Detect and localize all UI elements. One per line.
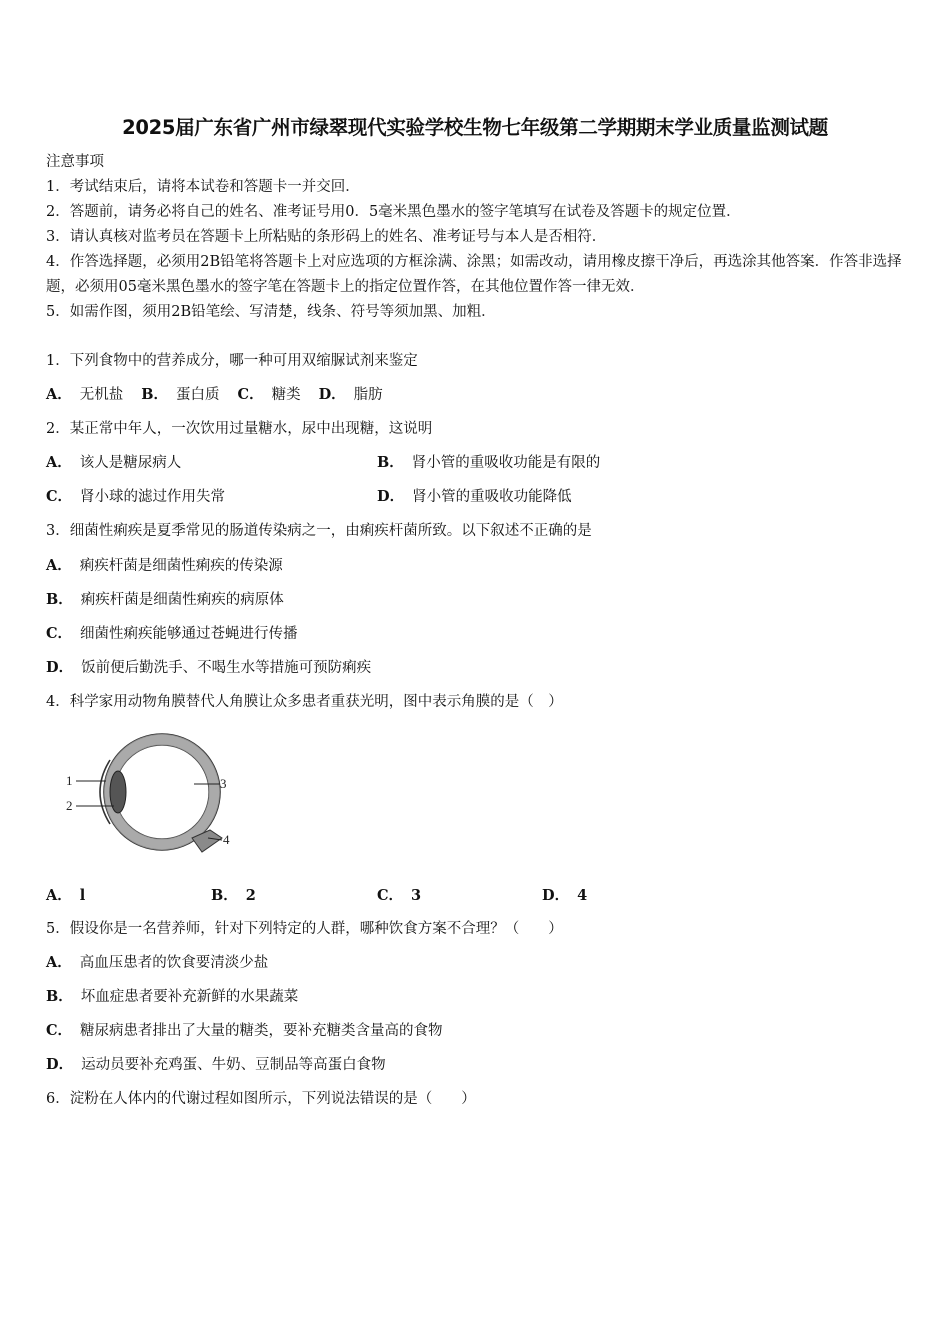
- notice-item-3: 3．请认真核对监考员在答题卡上所粘贴的条形码上的姓名、准考证号与本人是否相符．: [46, 229, 607, 245]
- q2-option-a: 该人是糖尿病人: [79, 455, 182, 471]
- q4-option-b-row: [211, 886, 256, 906]
- q2-option-c: 肾小球的滤过作用失常: [80, 489, 226, 505]
- q3-option-c-row: [46, 624, 298, 644]
- q5-option-b-row: [46, 987, 298, 1007]
- q2-option-d-row: [377, 487, 572, 507]
- q3-option-d: 饭前便后勤洗手、不喝生水等措施可预防痢疾: [81, 660, 372, 676]
- q1-option-d-label: D．: [318, 386, 346, 403]
- q4-option-a-row: [46, 886, 85, 906]
- q5-option-d: 运动员要补充鸡蛋、牛奶、豆制品等高蛋白食物: [81, 1057, 386, 1073]
- q2-stem: 2．某正常中年人，一次饮用过量糖水，尿中出现糖，这说明: [46, 421, 433, 437]
- q1-option-b: 蛋白质: [176, 387, 220, 403]
- q3-option-b-label: B．: [46, 591, 73, 608]
- notice-item-5: 5．如需作图，须用2B铅笔绘、写清楚，线条、符号等须加黑、加粗．: [46, 304, 496, 320]
- q5-option-d-label: D．: [46, 1056, 74, 1073]
- q3-option-b-row: [46, 590, 284, 610]
- q2-option-a-row: [46, 453, 181, 473]
- q3-option-b: 痢疾杆菌是细菌性痢疾的病原体: [80, 592, 284, 608]
- q5-option-d-row: [46, 1055, 386, 1075]
- figure-label-4: 4: [223, 832, 230, 847]
- q4-option-a-label: A．: [46, 887, 72, 904]
- eye-diagram: [62, 730, 240, 860]
- q3-option-d-row: [46, 658, 371, 678]
- q2-option-b-row: [377, 453, 600, 473]
- notice-item-1: 1．考试结束后，请将本试卷和答题卡一并交回．: [46, 179, 360, 195]
- q3-option-a: 痢疾杆菌是细菌性痢疾的传染源: [79, 558, 283, 574]
- notice-item-4: 4．作答选择题，必须用2B铅笔将答题卡上对应选项的方框涂满、涂黑；如需改动，请用橡皮擦干净后，再选涂其他答案．作答非选择题，必须用05毫米黑色墨水的签字笔在答题卡上的指定位置作答，在其他位置作答一律无效．: [46, 254, 902, 295]
- q5-option-a-row: [46, 953, 268, 973]
- q3-option-a-label: A．: [46, 557, 72, 574]
- q2-option-a-label: A．: [46, 454, 72, 471]
- notice-heading: 注意事项: [46, 154, 104, 170]
- figure-label-3: 3: [220, 776, 227, 791]
- q3-stem: 3．细菌性痢疾是夏季常见的肠道传染病之一，由痢疾杆菌所致。以下叙述不正确的是: [46, 523, 592, 539]
- q4-option-c-label: C．: [377, 887, 404, 904]
- figure-label-1: 1: [66, 773, 73, 788]
- q1-options: [46, 385, 383, 405]
- q5-option-a: 高血压患者的饮食要清淡少盐: [79, 955, 269, 971]
- notice-item-2: 2．答题前，请务必将自己的姓名、准考证号用0．5毫米黑色墨水的签字笔填写在试卷及答题卡的规定位置．: [46, 204, 741, 220]
- q3-option-c: 细菌性痢疾能够通过苍蝇进行传播: [80, 626, 298, 642]
- q4-option-d-row: [542, 886, 587, 906]
- q5-option-c-label: C．: [46, 1022, 73, 1039]
- q3-option-a-row: [46, 556, 283, 576]
- q5-stem: 5．假设你是一名营养师，针对下列特定的人群，哪种饮食方案不合理？（ ）: [46, 921, 563, 937]
- q6-stem: 6．淀粉在人体内的代谢过程如图所示，下列说法错误的是（ ）: [46, 1091, 476, 1107]
- q4-option-c-row: [377, 886, 421, 906]
- q3-option-d-label: D．: [46, 659, 74, 676]
- q5-option-b: 坏血症患者要补充新鲜的水果蔬菜: [80, 989, 299, 1005]
- q4-option-d-label: D．: [542, 887, 570, 904]
- q1-option-d: 脂肪: [353, 387, 383, 403]
- q2-option-d-label: D．: [377, 488, 405, 505]
- q2-option-b: 肾小管的重吸收功能是有限的: [411, 455, 601, 471]
- page-title: 2025届广东省广州市绿翠现代实验学校生物七年级第二学期期末学业质量监测试题: [122, 116, 828, 139]
- figure-label-2: 2: [66, 798, 73, 813]
- q1-option-a: 无机盐: [79, 387, 124, 403]
- q4-option-d: 4: [577, 887, 588, 904]
- q2-option-c-row: [46, 487, 225, 507]
- q5-option-c: 糖尿病患者排出了大量的糖类，要补充糖类含量高的食物: [80, 1023, 443, 1039]
- q4-option-b-label: B．: [211, 887, 238, 904]
- q5-option-b-label: B．: [46, 988, 73, 1005]
- q4-option-a: l: [79, 887, 86, 904]
- q1-option-a-label: A．: [46, 386, 72, 403]
- q5-option-a-label: A．: [46, 954, 72, 971]
- q1-option-b-label: B．: [141, 386, 169, 403]
- q2-option-b-label: B．: [377, 454, 404, 471]
- q1-option-c-label: C．: [237, 386, 264, 403]
- lens: [110, 771, 126, 813]
- q5-option-c-row: [46, 1021, 443, 1041]
- q2-option-c-label: C．: [46, 488, 73, 505]
- q1-option-c: 糖类: [271, 387, 301, 403]
- q4-option-c: 3: [411, 887, 422, 904]
- q2-option-d: 肾小管的重吸收功能降低: [412, 489, 572, 505]
- eye-inner-chamber: [115, 745, 209, 839]
- q1-stem: 1．下列食物中的营养成分，哪一种可用双缩脲试剂来鉴定: [46, 353, 418, 369]
- q4-option-b: 2: [245, 887, 256, 904]
- q4-stem: 4．科学家用动物角膜替代人角膜让众多患者重获光明，图中表示角膜的是（ ）: [46, 694, 563, 710]
- q3-option-c-label: C．: [46, 625, 73, 642]
